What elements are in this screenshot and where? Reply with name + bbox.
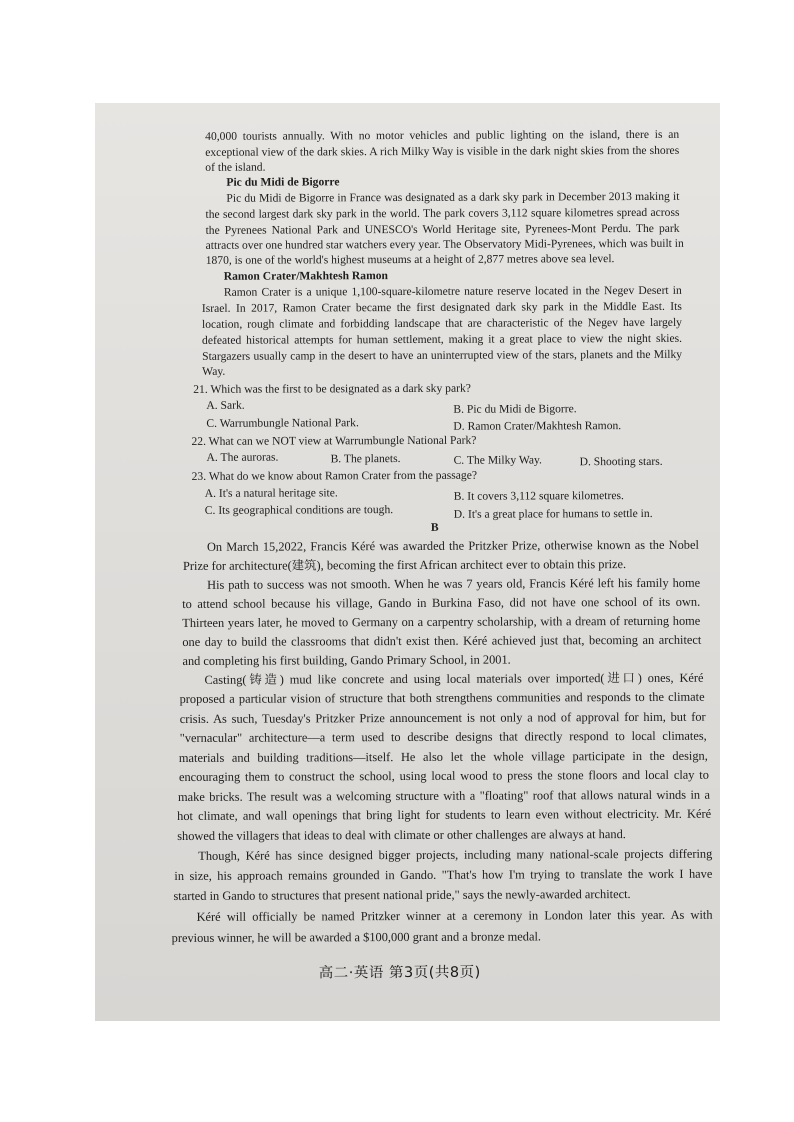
question-23-option-d: D. It's a great place for humans to settle in.	[453, 506, 653, 521]
pic-du-midi-line: 1870, is one of the world's highest museums at a height of 2,877 metres above sea level.	[205, 252, 615, 267]
passage-b-line: materials and building traditions—itself. He also let the whole village participate in the design,	[178, 748, 708, 765]
passage-b-line: Prize for architecture(建筑), becoming the first African architect ever to obtain this prize.	[182, 557, 627, 573]
question-21-option-b: B. Pic du Midi de Bigorre.	[453, 402, 577, 416]
passage-b-line: "vernacular" architecture—a term used to describe designs that directly respond to local climates,	[179, 728, 707, 745]
passage-b-line: encouraging them to construct the school, using local wood to press the stone floors and local clay to	[178, 767, 709, 784]
question-22-option-d: D. Shooting stars.	[579, 454, 663, 469]
passage-a-line: of the island.	[205, 160, 266, 174]
document-photo	[95, 103, 720, 1021]
ramon-crater-heading: Ramon Crater/Makhtesh Ramon	[223, 269, 389, 283]
passage-b-line: one day to build the classrooms that didn't exist then. Kéré achieved just that, becoming an architect	[182, 632, 702, 649]
passage-b-line: make bricks. The result was a welcoming structure with a "floating" roof that allows natural winds in a	[177, 787, 711, 805]
ramon-crater-line: Stargazers usually camp in the desert to have an uninterrupted view of the stars, planets and the Milky	[202, 347, 683, 363]
passage-b-line: Kéré will officially be named Pritzker winner at a ceremony in London later this year. As with	[196, 907, 713, 924]
section-b-heading: B	[430, 520, 439, 534]
question-21-option-d: D. Ramon Crater/Makhtesh Ramon.	[453, 419, 622, 433]
passage-b-line: His path to success was not smooth. When he was 7 years old, Francis Kéré left his family home	[207, 575, 701, 592]
ramon-crater-line: Way.	[202, 364, 226, 378]
page-footer: 高二·英语 第3页(共8页)	[318, 964, 481, 982]
ramon-crater-line: Israel. In 2017, Ramon Crater became the first designated dark sky park in the Middle East. Its	[201, 299, 682, 315]
question-23-option-c: C. Its geographical conditions are tough.	[204, 503, 394, 517]
passage-a-line: exceptional view of the dark skies. A rich Milky Way is visible in the dark night skies from the shores	[205, 143, 680, 159]
question-21-stem: 21. Which was the first to be designated as a dark sky park?	[193, 381, 471, 396]
passage-b-line: hot climate, and wall openings that bring light for students to learn even without electricity. Mr. Kéré	[177, 806, 712, 824]
question-23-stem: 23. What do we know about Ramon Crater from the passage?	[191, 468, 478, 483]
passage-b-line: Thirteen years later, he moved to Germany on a carpentry scholarship, with a dream of returning home	[182, 613, 701, 630]
pic-du-midi-line: attracts over one hundred star watchers every year. The Observatory Midi-Pyrenees, which was built in	[205, 236, 684, 252]
passage-b-line: started in Gando to structures that present national pride," says the newly-awarded architect.	[173, 887, 631, 904]
pic-du-midi-heading: Pic du Midi de Bigorre	[226, 175, 340, 189]
passage-b-line: On March 15,2022, Francis Kéré was awarded the Pritzker Prize, otherwise known as the Nobel	[206, 537, 699, 554]
passage-b-line: crisis. As such, Tuesday's Pritzker Prize announcement is not only a nod of approval for him, but for	[179, 709, 706, 726]
pic-du-midi-line: the Pyrenees National Park and UNESCO's World Heritage site, Pyrenees-Mont Perdu. The park	[205, 221, 680, 237]
passage-a-line: 40,000 tourists annually. With no motor vehicles and public lighting on the island, there is an	[205, 127, 680, 143]
question-22-option-b: B. The planets.	[330, 452, 401, 466]
question-22-stem: 22. What can we NOT view at Warrumbungle National Park?	[191, 433, 477, 448]
passage-b-line: and completing his first building, Gando Primary School, in 2001.	[182, 652, 511, 668]
passage-b-line: showed the villagers that ideas to deal with climate or other challenges are always at hand.	[177, 827, 626, 844]
passage-b-line: in size, his approach remains grounded in Gando. "That's how I'm trying to translate the work I have	[174, 866, 713, 884]
ramon-crater-line: defeated historical attempts for human settlement, making it a great place to view the night skies.	[202, 331, 683, 347]
ramon-crater-line: Ramon Crater is a unique 1,100-square-kilometre nature reserve located in the Negev Desert in	[223, 283, 682, 299]
ramon-crater-line: location, rough climate and forbidding landscape that are characteristic of the Negev have largely	[201, 315, 682, 331]
question-23-option-b: B. It covers 3,112 square kilometres.	[453, 489, 624, 503]
question-22-option-c: C. The Milky Way.	[453, 453, 542, 467]
question-23-option-a: A. It's a natural heritage site.	[204, 486, 338, 500]
pic-du-midi-line: the second largest dark sky park in the world. The park covers 3,112 square kilometres spread across	[205, 205, 680, 221]
passage-b-line: proposed a particular vision of structure that both strengthens communities and responds to the climate	[179, 689, 705, 706]
exam-page	[95, 103, 720, 1021]
pic-du-midi-line: Pic du Midi de Bigorre in France was designated as a dark sky park in December 2013 making it	[226, 189, 680, 205]
passage-b-line: to attend school because his village, Gando in Burkina Faso, did not have one school of its own.	[182, 594, 701, 611]
question-21-option-c: C. Warrumbungle National Park.	[206, 416, 359, 430]
passage-b-line: Casting(铸造) mud like concrete and using local materials over imported(进口) ones, Kéré	[204, 670, 704, 687]
passage-b-line: previous winner, he will be awarded a $100,000 grant and a bronze medal.	[171, 929, 542, 946]
passage-b-line: Though, Kéré has since designed bigger projects, including many national-scale projects differing	[198, 846, 713, 863]
question-21-option-a: A. Sark.	[206, 398, 245, 412]
question-22-option-a: A. The auroras.	[206, 450, 279, 464]
